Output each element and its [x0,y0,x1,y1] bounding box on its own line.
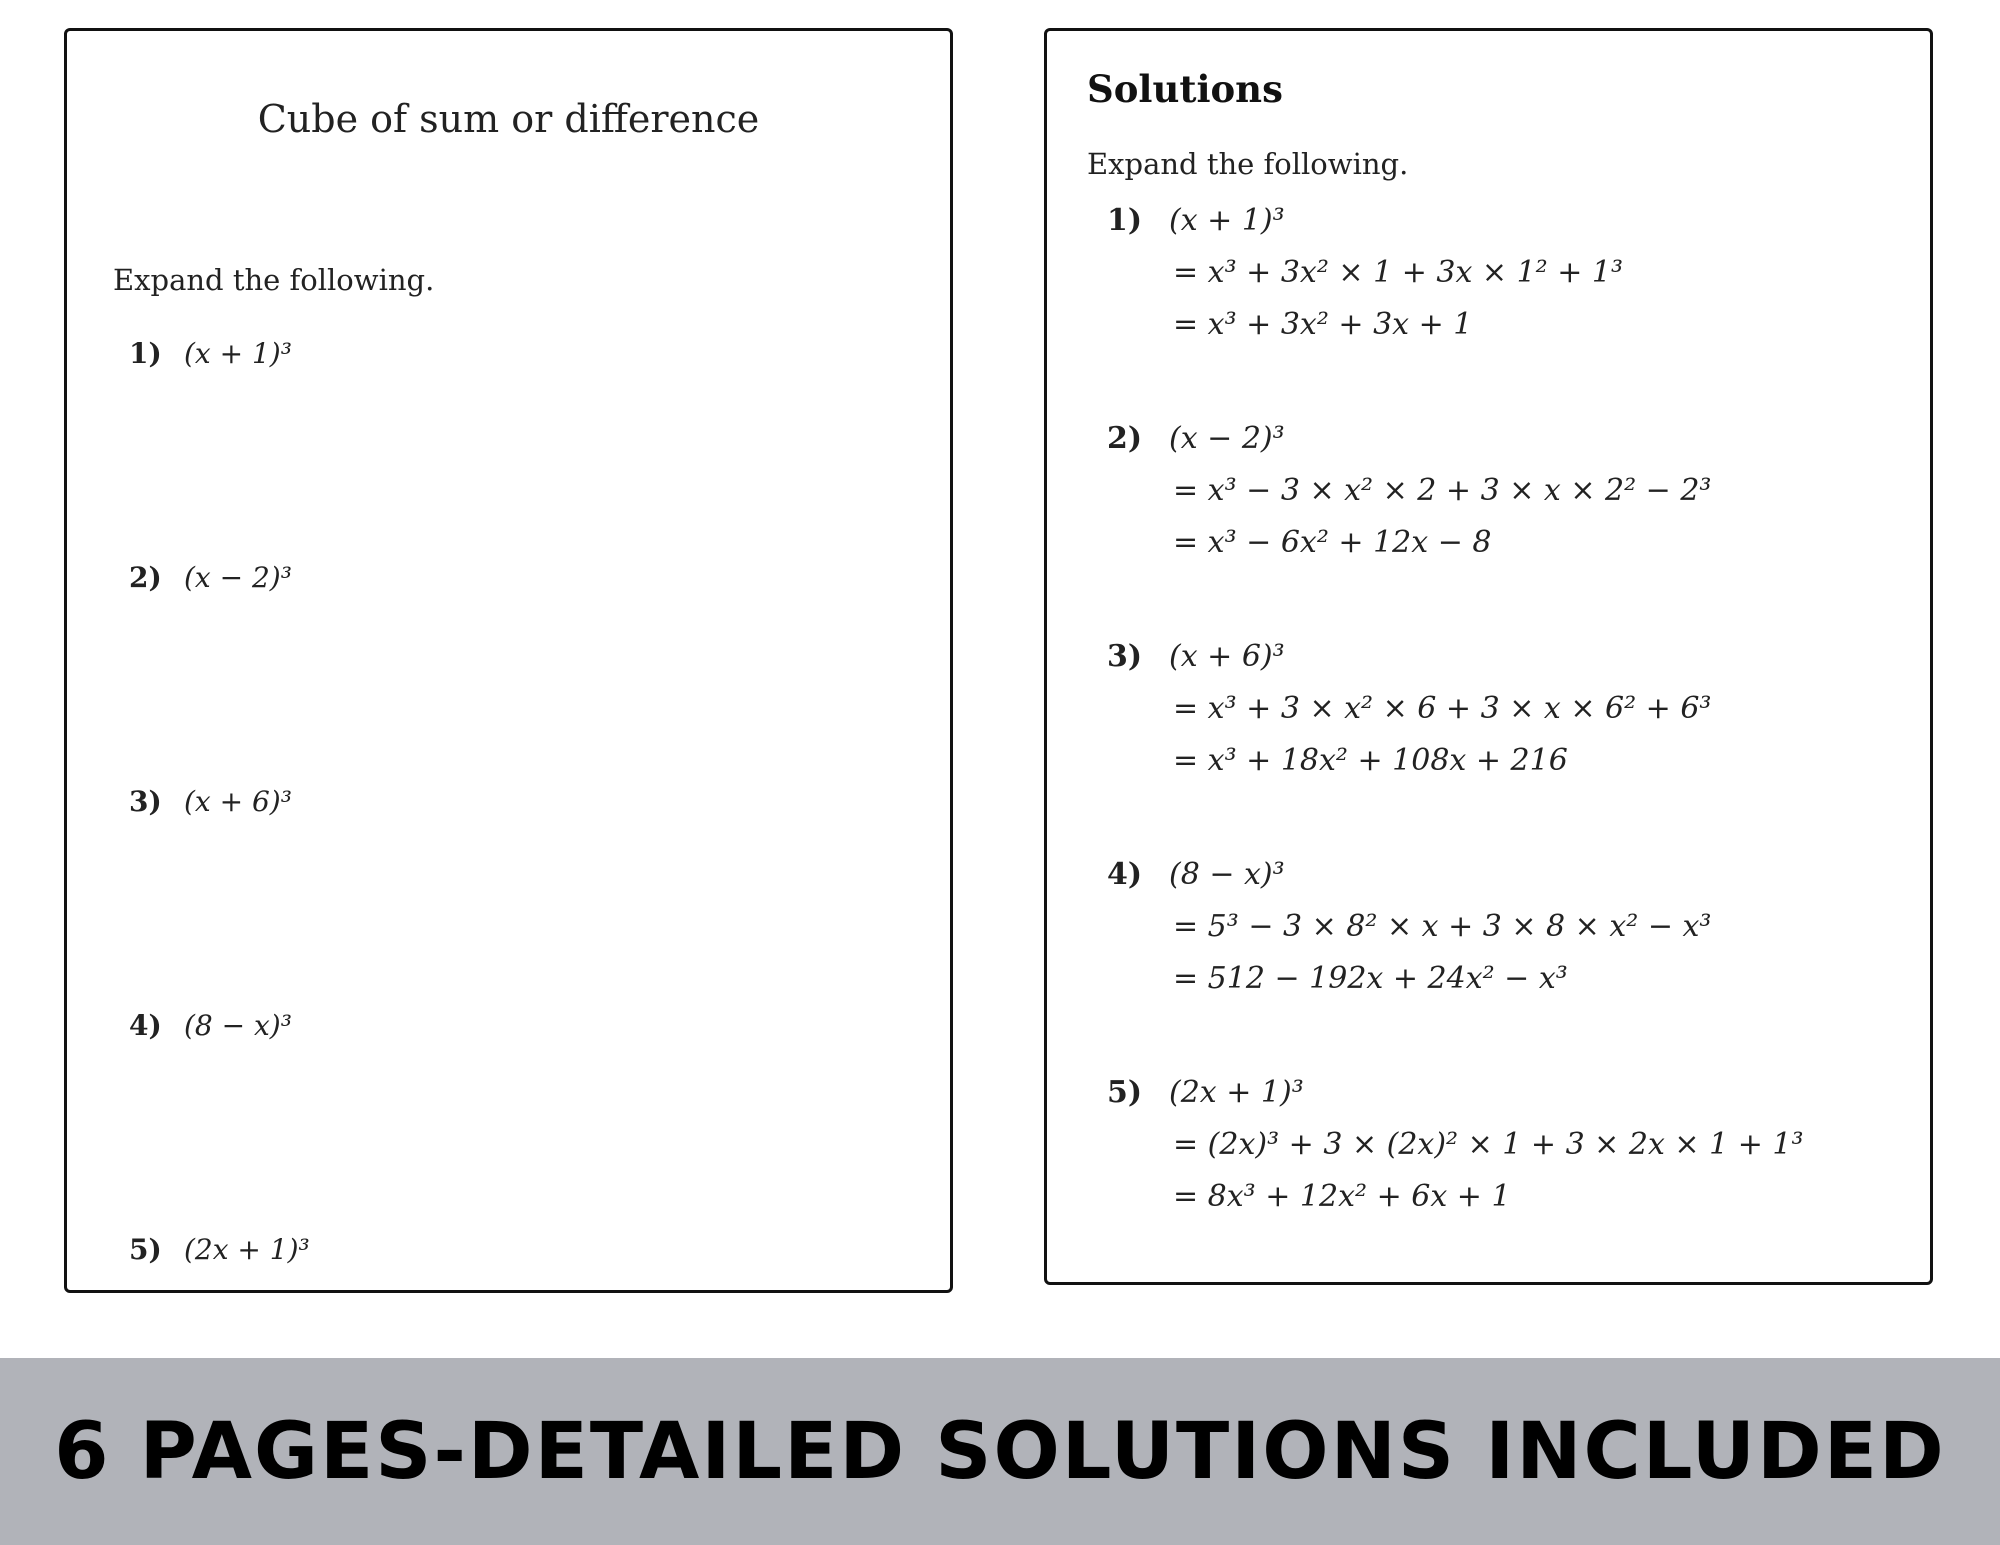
solution-expression: (x − 2)³ [1169,421,1285,456]
solution-number: 5) [1107,1075,1143,1110]
solutions-heading: Solutions [1087,67,1283,111]
solution-result: = 8x³ + 12x² + 6x + 1 [1173,1179,1511,1214]
solution-number: 4) [1107,857,1143,892]
question-number: 3) [129,785,162,818]
worksheet-instruction: Expand the following. [113,263,435,297]
question-3 [129,785,292,818]
question-number: 2) [129,561,162,594]
solution-number: 3) [1107,639,1143,674]
question-number: 4) [129,1009,162,1042]
question-1 [129,337,292,370]
solution-expression: (x + 1)³ [1169,203,1285,238]
solution-number: 2) [1107,421,1143,456]
worksheet-title: Cube of sum or difference [257,97,760,141]
solution-2 [1107,421,1711,577]
banner-text: 6 PAGES-DETAILED SOLUTIONS INCLUDED [54,1406,1946,1497]
worksheet-page [64,28,953,1293]
solution-result: = x³ + 3x² + 3x + 1 [1173,307,1473,342]
solution-4 [1107,857,1711,1013]
solution-step: = (2x)³ + 3 × (2x)² × 1 + 3 × 2x × 1 + 1³ [1173,1127,1804,1162]
solution-result: = x³ − 6x² + 12x − 8 [1173,525,1492,560]
question-expression: (x + 1)³ [184,337,292,370]
question-expression: (2x + 1)³ [184,1233,310,1266]
question-expression: (8 − x)³ [184,1009,292,1042]
promo-banner [0,1358,2000,1545]
solution-step: = x³ + 3x² × 1 + 3x × 1² + 1³ [1173,255,1624,290]
solution-expression: (8 − x)³ [1169,857,1285,892]
question-expression: (x − 2)³ [184,561,292,594]
solution-expression: (2x + 1)³ [1169,1075,1304,1110]
solution-3 [1107,639,1711,795]
question-2 [129,561,292,594]
solutions-page [1044,28,1933,1285]
solution-5 [1107,1075,1803,1231]
solution-result: = x³ + 18x² + 108x + 216 [1173,743,1568,778]
solution-result: = 512 − 192x + 24x² − x³ [1173,961,1568,996]
question-expression: (x + 6)³ [184,785,292,818]
question-4 [129,1009,292,1042]
solution-number: 1) [1107,203,1143,238]
solution-1 [1107,203,1623,359]
solution-step: = 5³ − 3 × 8² × x + 3 × 8 × x² − x³ [1173,909,1712,944]
solution-step: = x³ + 3 × x² × 6 + 3 × x × 6² + 6³ [1173,691,1712,726]
solution-step: = x³ − 3 × x² × 2 + 3 × x × 2² − 2³ [1173,473,1712,508]
question-number: 1) [129,337,162,370]
question-number: 5) [129,1233,162,1266]
solution-expression: (x + 6)³ [1169,639,1285,674]
question-5 [129,1233,310,1266]
solutions-instruction: Expand the following. [1087,147,1409,181]
